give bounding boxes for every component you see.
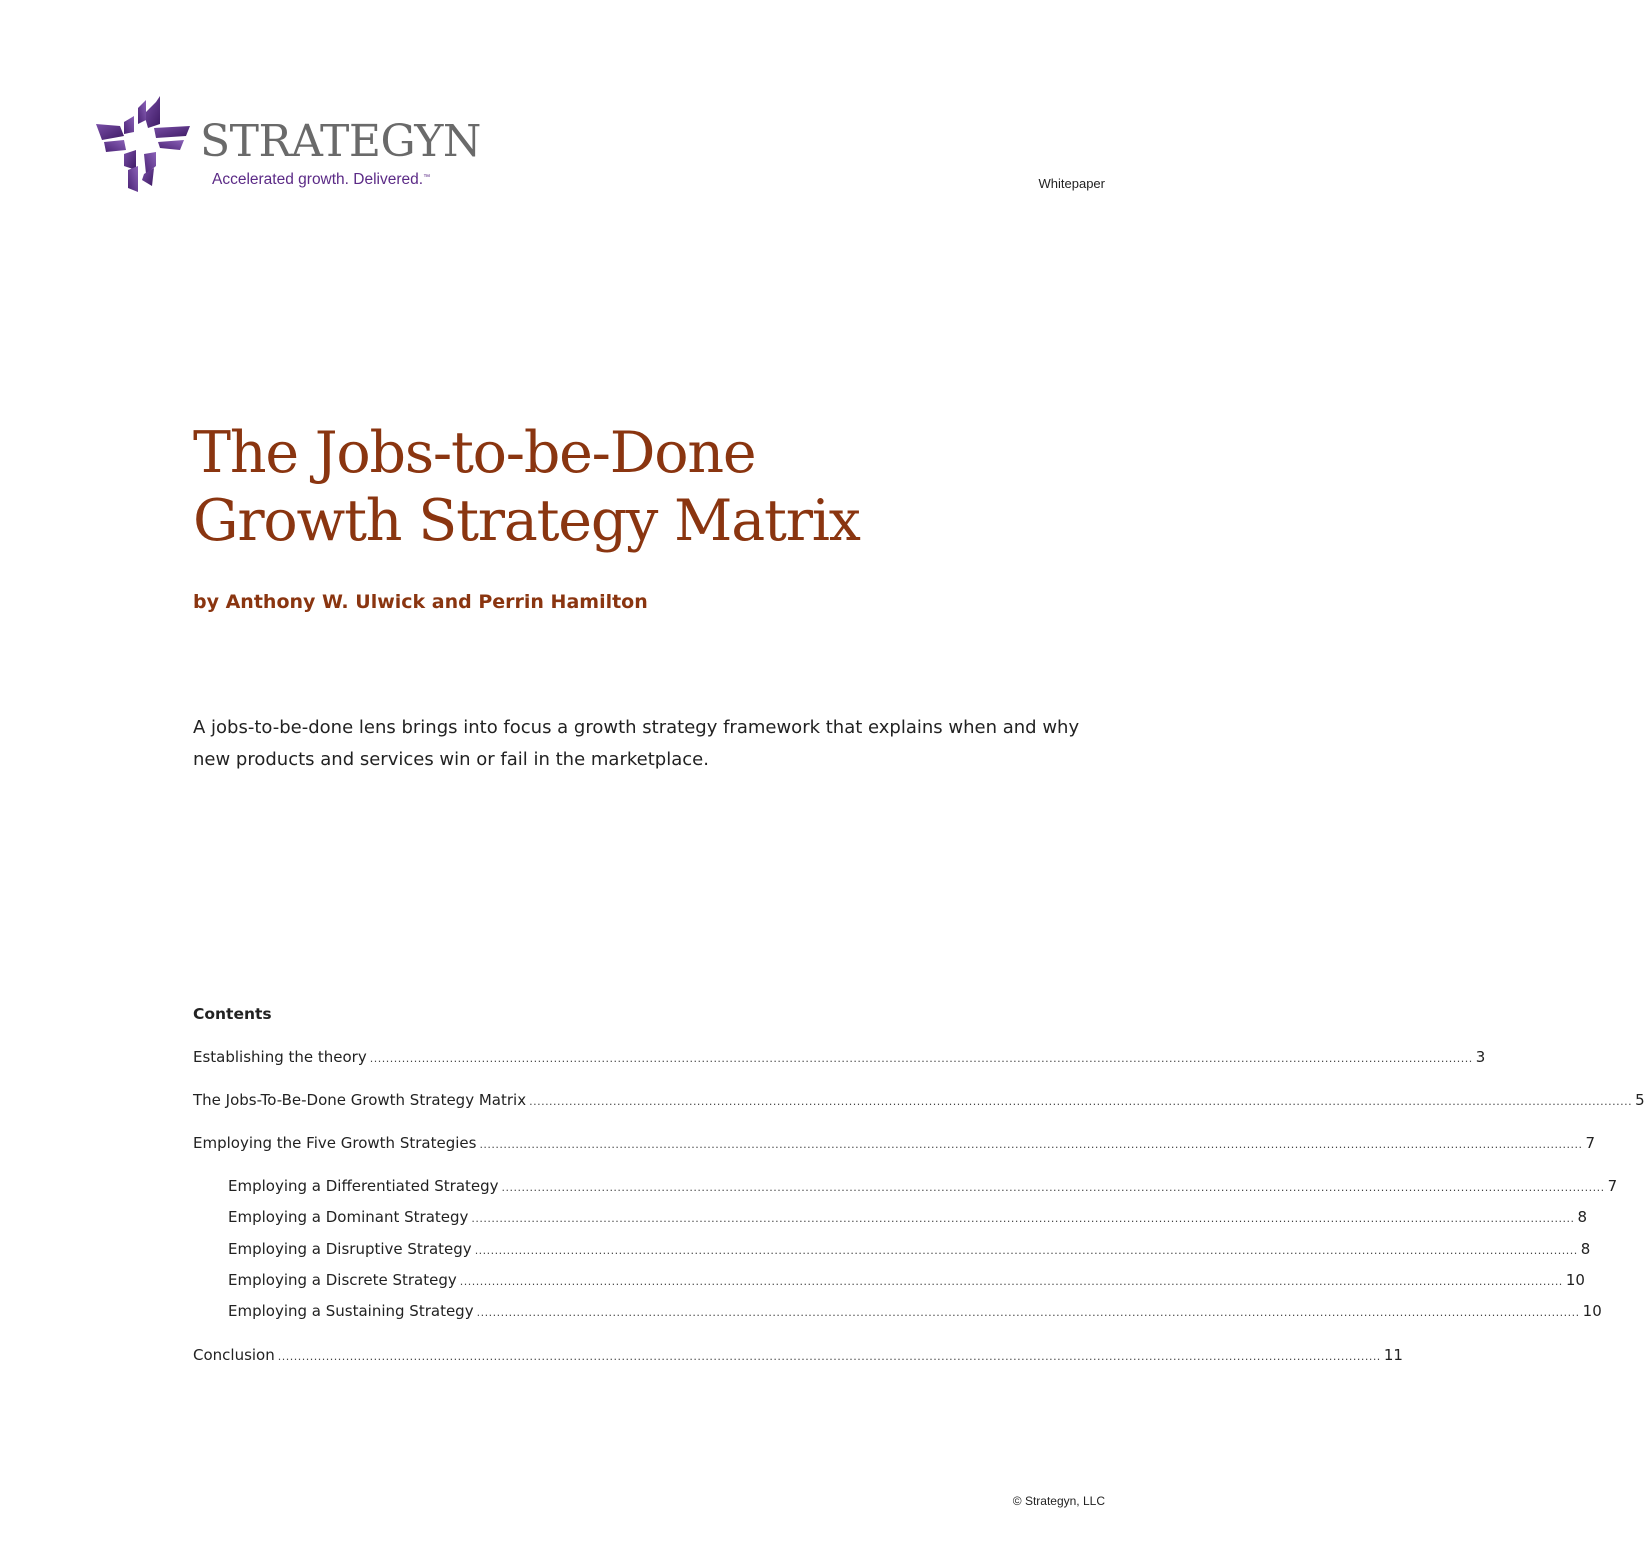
toc-entry-page: 7	[1607, 1177, 1618, 1195]
toc-entry-label: Employing the Five Growth Strategies	[193, 1134, 477, 1152]
toc-subentry[interactable]	[228, 1240, 1591, 1262]
toc-entry-label: Employing a Dominant Strategy	[228, 1208, 469, 1226]
tagline	[212, 170, 430, 190]
toc-entry-page: 7	[1585, 1134, 1596, 1152]
toc-subentry[interactable]	[228, 1302, 1602, 1324]
toc-entry-page: 5	[1635, 1091, 1645, 1109]
tagline-text: Accelerated growth. Delivered.	[212, 171, 424, 188]
toc-subentry[interactable]	[228, 1271, 1585, 1293]
toc-leader-dots: ....................................................................................................................................................................................................................................................................................	[529, 1095, 1633, 1108]
toc-entry[interactable]	[193, 1134, 1596, 1156]
contents-heading: Contents	[193, 1005, 272, 1023]
brand-name: STRATEGYN	[200, 116, 481, 167]
byline: by Anthony W. Ulwick and Perrin Hamilton	[193, 591, 648, 613]
toc-leader-dots: ....................................................................................................................................................................................................................................................................................	[479, 1138, 1583, 1151]
toc-entry-page: 3	[1475, 1048, 1486, 1066]
toc-leader-dots: ....................................................................................................................................................................................................................................................................................	[476, 1306, 1580, 1319]
toc-leader-dots: ....................................................................................................................................................................................................................................................................................	[501, 1181, 1605, 1194]
toc-entry-label: Employing a Discrete Strategy	[228, 1271, 457, 1289]
toc-subentry[interactable]	[228, 1177, 1618, 1199]
abstract: A jobs-to-be-done lens brings into focus a growth strategy framework that explains when and why new products and services win or fail in the marketplace.	[193, 717, 1080, 770]
toc-entry[interactable]	[193, 1091, 1645, 1113]
toc-entry[interactable]	[193, 1048, 1486, 1070]
toc-entry-page: 10	[1565, 1271, 1585, 1289]
toc-entry-label: Employing a Differentiated Strategy	[228, 1177, 499, 1195]
toc-leader-dots: ....................................................................................................................................................................................................................................................................................	[369, 1052, 1473, 1065]
toc-leader-dots: ....................................................................................................................................................................................................................................................................................	[459, 1275, 1563, 1288]
toc-entry-label: Employing a Sustaining Strategy	[228, 1302, 474, 1320]
copyright-footer: © Strategyn, LLC	[1012, 1494, 1105, 1508]
title-line-2: Growth Strategy Matrix	[193, 488, 860, 554]
trademark-mark: ™	[423, 174, 431, 181]
toc-entry[interactable]	[193, 1346, 1403, 1368]
document-type-label: Whitepaper	[1038, 176, 1105, 191]
strategyn-logo-mark-icon	[94, 94, 194, 194]
toc-entry-label: The Jobs-To-Be-Done Growth Strategy Matrix	[193, 1091, 527, 1109]
page-title	[193, 419, 860, 555]
toc-entry-page: 8	[1580, 1240, 1591, 1258]
toc-subentry[interactable]	[228, 1208, 1587, 1230]
toc-leader-dots: ....................................................................................................................................................................................................................................................................................	[277, 1350, 1381, 1363]
toc-leader-dots: ....................................................................................................................................................................................................................................................................................	[474, 1244, 1578, 1257]
title-line-1: The Jobs-to-be-Done	[193, 420, 756, 486]
toc-entry-page: 8	[1577, 1208, 1587, 1226]
toc-leader-dots: ....................................................................................................................................................................................................................................................................................	[471, 1212, 1575, 1225]
toc-entry-page: 11	[1383, 1346, 1403, 1364]
toc-entry-label: Establishing the theory	[193, 1048, 367, 1066]
toc-entry-label: Conclusion	[193, 1346, 275, 1364]
toc-entry-label: Employing a Disruptive Strategy	[228, 1240, 472, 1258]
toc-entry-page: 10	[1582, 1302, 1602, 1320]
